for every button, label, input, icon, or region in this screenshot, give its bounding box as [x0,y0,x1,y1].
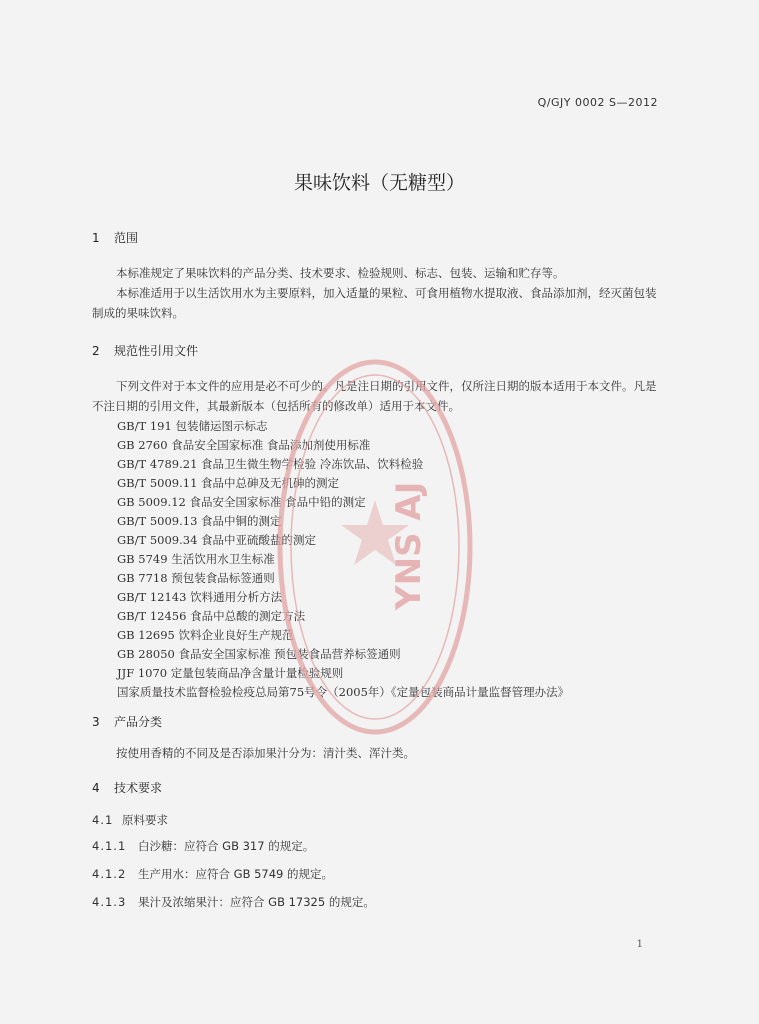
section-1-heading [92,229,138,246]
clause-text: 白沙糖：应符合 GB 317 的规定。 [138,839,315,853]
reference-item: GB 2760 食品安全国家标准 食品添加剂使用标准 [117,438,371,452]
section-number: 4 [92,781,100,795]
svg-text:YNS AJ: YNS AJ [389,481,429,610]
reference-item: GB/T 12456 食品中总酸的测定方法 [117,609,306,623]
page-number: 1 [636,939,643,950]
section-4-heading [92,779,162,796]
standard-number: Q/GJY 0002 S—2012 [537,96,658,109]
clause-text: 果汁及浓缩果汁：应符合 GB 17325 的规定。 [138,895,375,909]
reference-item: GB/T 191 包装储运图示标志 [117,419,268,433]
section-title: 技术要求 [114,781,163,795]
reference-item: 国家质量技术监督检验检疫总局第75号令（2005年）《定量包装商品计量监督管理办法》 [117,685,570,699]
clause-number: 4.1.1 [92,839,127,853]
section-1-paragraph-2 [92,283,660,323]
reference-item: GB/T 5009.34 食品中亚硫酸盐的测定 [117,533,317,547]
subsection-number: 4.1 [92,813,114,827]
section-title: 产品分类 [114,715,163,729]
reference-item: GB/T 5009.13 食品中铜的测定 [117,514,282,528]
clause-text: 生产用水：应符合 GB 5749 的规定。 [138,867,334,881]
section-2-heading [92,342,198,359]
clause-item [92,894,375,910]
reference-item: JJF 1070 定量包装商品净含量计量检验规则 [117,666,344,680]
reference-item: GB 7718 预包装食品标签通则 [117,571,275,585]
reference-item: GB 28050 食品安全国家标准 预包装食品营养标签通则 [117,647,401,661]
section-title: 范围 [114,231,139,245]
section-1-paragraph-1 [92,263,660,283]
reference-item: GB 5749 生活饮用水卫生标准 [117,552,275,566]
paragraph-text: 本标准适用于以生活饮用水为主要原料，加入适量的果粒、可食用植物水提取液、食品添加剂，经灭菌包装制成的果味饮料。 [92,286,657,320]
clause-number: 4.1.3 [92,895,127,909]
document-title: 果味饮料（无糖型） [293,172,465,194]
clause-number: 4.1.2 [92,867,127,881]
section-number: 3 [92,715,100,729]
official-seal-stamp [270,350,480,745]
section-number: 2 [92,344,100,358]
paragraph-text: 本标准规定了果味饮料的产品分类、技术要求、检验规则、标志、包装、运输和贮存等。 [116,266,565,280]
reference-item: GB 5009.12 食品安全国家标准 食品中铅的测定 [117,495,366,509]
section-title: 规范性引用文件 [114,344,199,358]
section-3-heading [92,713,162,730]
section-number: 1 [92,231,100,245]
paragraph-text: 下列文件对于本文件的应用是必不可少的。凡是注日期的引用文件，仅所注日期的版本适用于本文件。凡是不注日期的引用文件，其最新版本（包括所有的修改单）适用于本文件。 [92,379,657,413]
clause-item [92,866,333,882]
reference-item: GB/T 5009.11 食品中总砷及无机砷的测定 [117,476,340,490]
clause-item [92,838,314,854]
reference-item: GB/T 4789.21 食品卫生微生物学检验 冷冻饮品、饮料检验 [117,457,424,471]
reference-item: GB 12695 饮料企业良好生产规范 [117,628,294,642]
subsection-4-1-heading [92,812,168,828]
section-3-paragraph [92,743,660,763]
paragraph-text: 按使用香精的不同及是否添加果汁分为：清汁类、浑汁类。 [116,746,415,760]
reference-item: GB/T 12143 饮料通用分析方法 [117,590,283,604]
subsection-title: 原料要求 [122,813,168,827]
